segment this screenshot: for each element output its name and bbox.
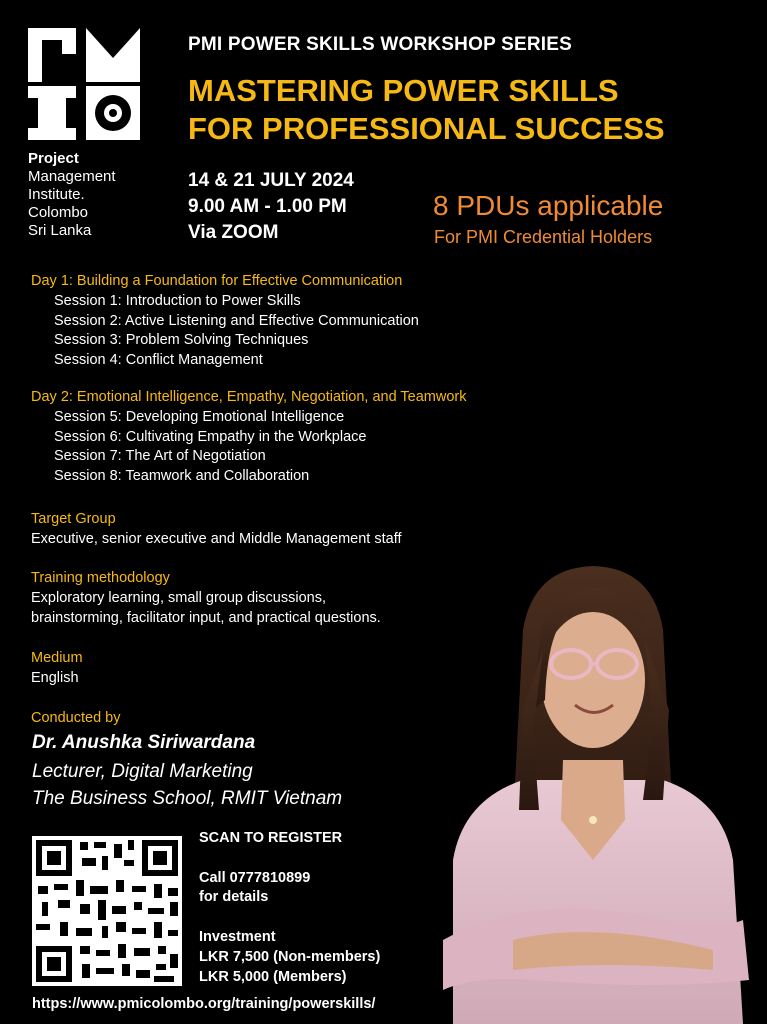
org-line: Project [28, 150, 79, 167]
details-label: for details [199, 889, 269, 906]
scan-label: SCAN TO REGISTER [199, 830, 343, 846]
title-line: MASTERING POWER SKILLS [188, 73, 619, 108]
org-name [28, 150, 116, 240]
medium-heading: Medium [31, 650, 83, 666]
session-item: Session 8: Teamwork and Collaboration [54, 468, 310, 485]
agenda [31, 272, 467, 487]
pdu-headline: 8 PDUs applicable [433, 190, 664, 221]
event-time: 9.00 AM - 1.00 PM [188, 196, 347, 217]
target-group [31, 510, 402, 550]
speaker-name: Dr. Anushka Siriwardana [32, 732, 256, 753]
training-methodology [31, 569, 381, 628]
workshop-title [188, 72, 665, 148]
method-heading: Training methodology [31, 570, 170, 586]
session-item: Session 5: Developing Emotional Intelligence [54, 408, 345, 425]
medium-text: English [31, 669, 79, 686]
medium [31, 649, 83, 689]
pdu-subtitle: For PMI Credential Holders [434, 227, 653, 247]
series-title: PMI POWER SKILLS WORKSHOP SERIES [188, 34, 572, 55]
org-line: Sri Lanka [28, 222, 92, 239]
registration-info [199, 829, 380, 987]
conducted-label: Conducted by [31, 710, 121, 726]
target-text: Executive, senior executive and Middle Management staff [31, 530, 402, 547]
session-item: Session 4: Conflict Management [54, 352, 263, 369]
speaker-photo [413, 560, 767, 1024]
investment-label: Investment [199, 928, 276, 945]
session-item: Session 2: Active Listening and Effective Communication [54, 312, 419, 329]
method-text: Exploratory learning, small group discussions, [31, 589, 326, 606]
speaker-title: Lecturer, Digital Marketing [32, 761, 253, 782]
session-item: Session 6: Cultivating Empathy in the Workplace [54, 428, 367, 445]
price-non-members: LKR 7,500 (Non-members) [199, 948, 381, 965]
call-label[interactable]: Call 0777810899 [199, 869, 311, 886]
qr-code[interactable] [32, 836, 182, 986]
org-line: Management [28, 168, 116, 185]
session-item: Session 1: Introduction to Power Skills [54, 292, 301, 309]
day1-heading: Day 1: Building a Foundation for Effective Communication [31, 273, 403, 289]
registration-url[interactable]: https://www.pmicolombo.org/training/powerskills/ [32, 996, 376, 1012]
org-line: Institute. [28, 186, 85, 203]
method-text: brainstorming, facilitator input, and practical questions. [31, 609, 381, 626]
conducted-heading [31, 709, 120, 729]
title-line: FOR PROFESSIONAL SUCCESS [188, 111, 665, 146]
session-item: Session 7: The Art of Negotiation [54, 448, 266, 465]
org-line: Colombo [28, 204, 89, 221]
day2-heading: Day 2: Emotional Intelligence, Empathy, Negotiation, and Teamwork [31, 388, 467, 405]
speaker-role [32, 758, 342, 812]
session-item: Session 3: Problem Solving Techniques [54, 332, 309, 349]
speaker-affiliation: The Business School, RMIT Vietnam [32, 788, 343, 809]
event-dates: 14 & 21 JULY 2024 [188, 170, 354, 191]
target-heading: Target Group [31, 511, 116, 527]
price-members: LKR 5,000 (Members) [199, 968, 347, 985]
schedule [188, 168, 354, 246]
pmi-logo [28, 28, 140, 140]
event-venue: Via ZOOM [188, 222, 279, 243]
